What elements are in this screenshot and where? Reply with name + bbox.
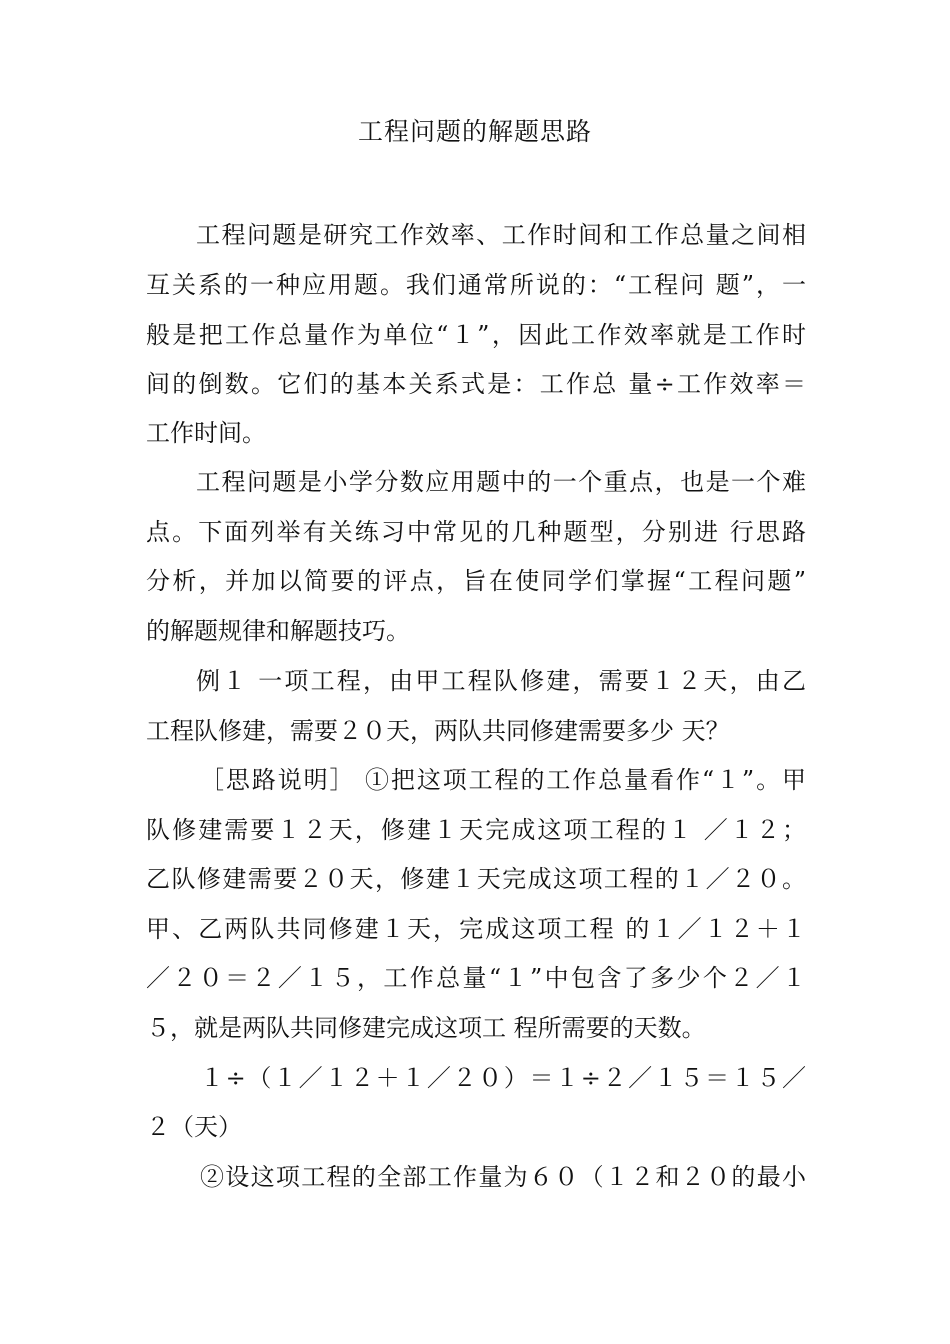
paragraph-line: 互关系的一种应用题。我们通常所说的：“工程问 题”，一 bbox=[146, 271, 806, 299]
paragraph-line: 例１ 一项工程，由甲工程队修建，需要１２天，由乙 bbox=[196, 667, 806, 695]
paragraph-line: 分析，并加以简要的评点，旨在使同学们掌握“工程问题” bbox=[146, 567, 806, 595]
paragraph-line: ②设这项工程的全部工作量为６０（１２和２０的最小 bbox=[200, 1163, 806, 1191]
paragraph-line: 工程问题是小学分数应用题中的一个重点，也是一个难 bbox=[196, 468, 806, 496]
paragraph-line: 般是把工作总量作为单位“１”，因此工作效率就是工作时 bbox=[146, 321, 806, 349]
document-title: 工程问题的解题思路 bbox=[357, 117, 592, 146]
paragraph-line: 乙队修建需要２０天，修建１天完成这项工程的１／２０。 bbox=[146, 865, 806, 893]
paragraph-line: 甲、乙两队共同修建１天，完成这项工程 的１／１２＋１ bbox=[146, 915, 806, 943]
paragraph-line: 点。下面列举有关练习中常见的几种题型，分别进 行思路 bbox=[146, 518, 806, 546]
formula-line: ２（天） bbox=[146, 1113, 242, 1141]
paragraph-line: 的解题规律和解题技巧。 bbox=[146, 617, 410, 645]
paragraph-line: 工作时间。 bbox=[146, 419, 266, 447]
paragraph-line: ［思路说明］ ①把这项工程的工作总量看作“１”。甲 bbox=[200, 766, 806, 794]
paragraph-line: ５，就是两队共同修建完成这项工 程所需要的天数。 bbox=[146, 1014, 706, 1042]
paragraph-line: 间的倒数。它们的基本关系式是：工作总 量÷工作效率＝ bbox=[146, 370, 806, 398]
paragraph-line: ／２０＝２／１５，工作总量“１”中包含了多少个２／１ bbox=[146, 964, 806, 992]
paragraph-line: 队修建需要１２天，修建１天完成这项工程的１ ／１２； bbox=[146, 816, 806, 844]
formula-line: １÷（１／１２＋１／２０）＝１÷２／１５＝１５／ bbox=[200, 1064, 806, 1092]
paragraph-line: 工程队修建，需要２０天，两队共同修建需要多少 天？ bbox=[146, 717, 730, 745]
paragraph-line: 工程问题是研究工作效率、工作时间和工作总量之间相 bbox=[196, 221, 806, 249]
